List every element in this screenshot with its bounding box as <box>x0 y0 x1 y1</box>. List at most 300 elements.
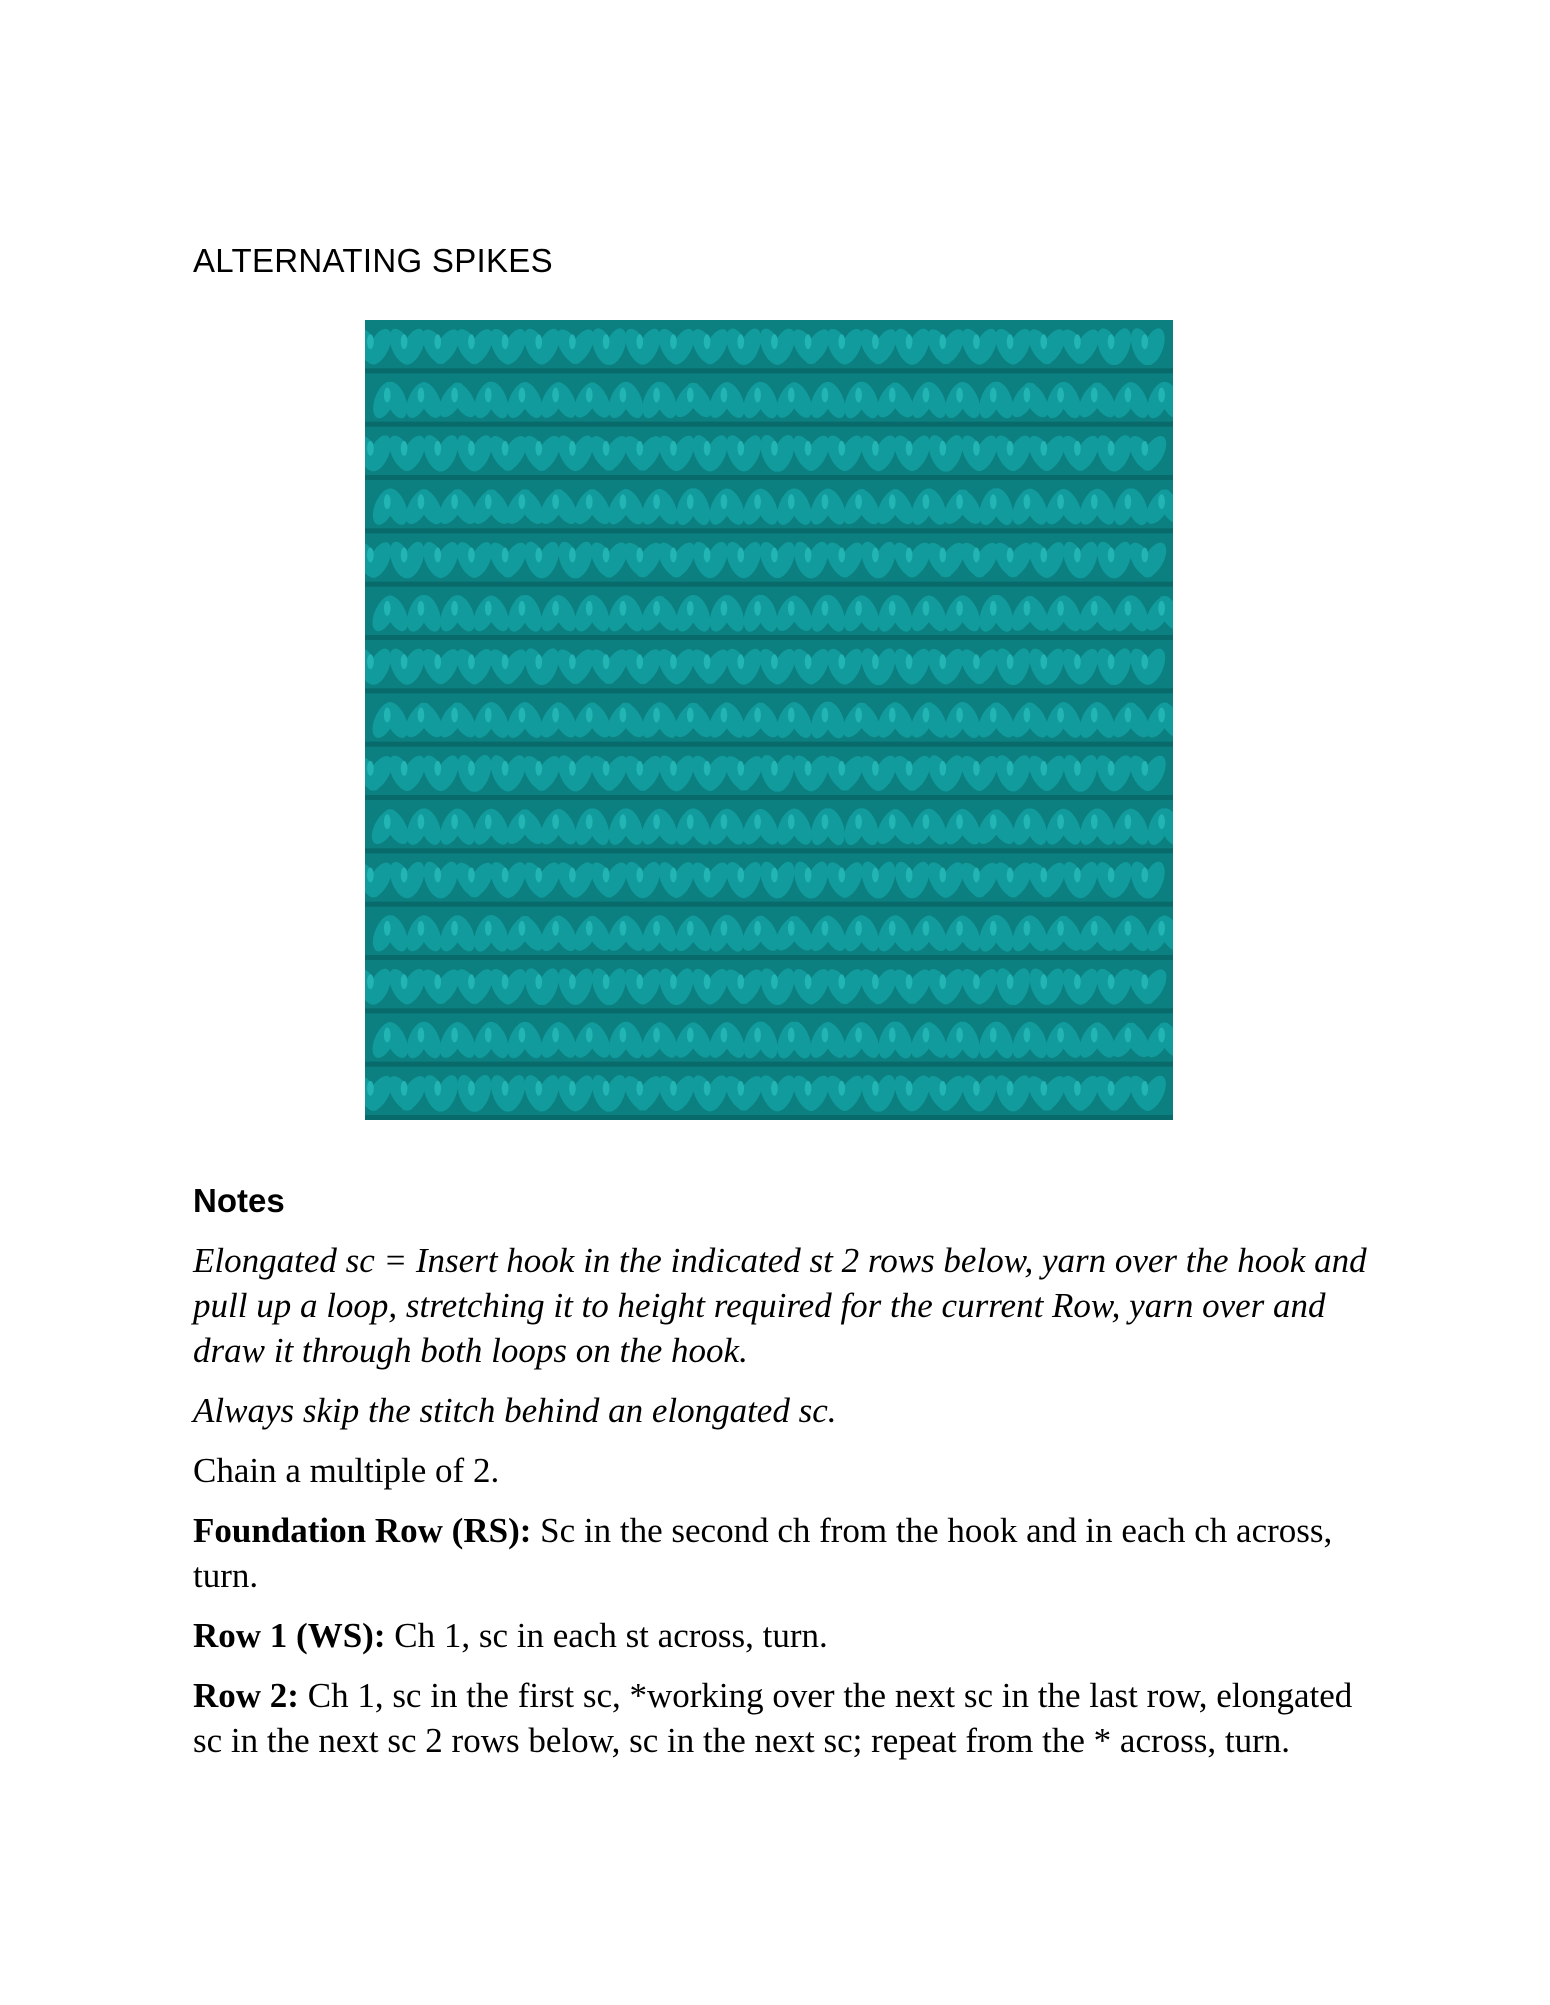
stitch-highlight <box>805 441 812 456</box>
stitch-highlight <box>1074 1081 1081 1096</box>
stitch-highlight <box>367 761 374 776</box>
stitch-highlight <box>771 974 778 989</box>
stitch-highlight <box>451 388 458 403</box>
stitch-highlight <box>704 654 711 669</box>
stitch-highlight <box>838 974 845 989</box>
stitch-highlight <box>990 601 997 616</box>
stitch-row-gap <box>365 1115 1173 1120</box>
stitch-highlight <box>721 921 728 936</box>
stitch-highlight <box>838 1081 845 1096</box>
stitch-highlight <box>737 654 744 669</box>
stitch-highlight <box>1024 494 1031 509</box>
stitch-highlight <box>552 708 559 723</box>
stitch-highlight <box>535 868 542 883</box>
stitch-highlight <box>973 868 980 883</box>
stitch-highlight <box>367 334 374 349</box>
stitch-highlight <box>687 814 694 829</box>
stitch-highlight <box>939 1081 946 1096</box>
pattern-text <box>193 1178 1373 1778</box>
stitch-highlight <box>1141 441 1148 456</box>
stitch-highlight <box>1125 601 1132 616</box>
stitch-highlight <box>401 654 408 669</box>
stitch-highlight <box>1007 974 1014 989</box>
stitch-highlight <box>653 921 660 936</box>
stitch-highlight <box>704 974 711 989</box>
stitch-highlight <box>805 548 812 563</box>
stitch-highlight <box>434 654 441 669</box>
elongated-sc-note: Elongated sc = Insert hook in the indicated st 2 rows below, yarn over the hook and pull up a loop, stretching it to height required for the current Row, yarn over and draw it through both loops on the hook. <box>193 1241 1367 1370</box>
stitch-highlight <box>939 654 946 669</box>
stitch-highlight <box>603 761 610 776</box>
stitch-highlight <box>1091 494 1098 509</box>
stitch-highlight <box>451 814 458 829</box>
skip-stitch-note: Always skip the stitch behind an elongated sc. <box>193 1391 837 1430</box>
row-text: Sc in the second ch from the hook and in each ch across, turn. <box>193 1511 1333 1595</box>
stitch-highlight <box>1057 601 1064 616</box>
stitch-highlight <box>687 601 694 616</box>
stitch-highlight <box>670 654 677 669</box>
stitch-highlight <box>384 494 391 509</box>
row-text: Ch 1, sc in the first sc, *working over the next sc in the last row, elongated sc in the next sc 2 rows below, sc in the next sc; repeat from the * across, turn. <box>193 1676 1353 1760</box>
stitch-highlight <box>468 761 475 776</box>
stitch-highlight <box>805 1081 812 1096</box>
stitch-highlight <box>805 868 812 883</box>
stitch-highlight <box>552 814 559 829</box>
row-2 <box>193 1673 1373 1763</box>
row-label: Row 2: <box>193 1676 299 1715</box>
stitch-highlight <box>519 601 526 616</box>
stitch-highlight <box>872 1081 879 1096</box>
stitch-row-gap <box>365 368 1173 373</box>
stitch-highlight <box>569 1081 576 1096</box>
stitch-highlight <box>1141 334 1148 349</box>
stitch-highlight <box>468 1081 475 1096</box>
stitch-highlight <box>603 654 610 669</box>
stitch-highlight <box>754 1028 761 1043</box>
stitch-highlight <box>451 1028 458 1043</box>
stitch-highlight <box>636 868 643 883</box>
stitch-highlight <box>434 974 441 989</box>
stitch-highlight <box>872 974 879 989</box>
stitch-highlight <box>1091 1028 1098 1043</box>
stitch-highlight <box>1040 548 1047 563</box>
stitch-highlight <box>1007 761 1014 776</box>
stitch-highlight <box>401 868 408 883</box>
stitch-highlight <box>485 601 492 616</box>
stitch-highlight <box>384 921 391 936</box>
stitch-highlight <box>468 548 475 563</box>
stitch-highlight <box>906 548 913 563</box>
stitch-highlight <box>990 708 997 723</box>
stitch-highlight <box>1091 814 1098 829</box>
notes-heading: Notes <box>193 1182 285 1219</box>
stitch-highlight <box>569 334 576 349</box>
stitch-highlight <box>552 494 559 509</box>
stitch-highlight <box>1007 868 1014 883</box>
stitch-highlight <box>939 441 946 456</box>
stitch-highlight <box>889 708 896 723</box>
stitch-highlight <box>754 708 761 723</box>
stitch-highlight <box>367 654 374 669</box>
stitch-highlight <box>569 441 576 456</box>
stitch-highlight <box>754 601 761 616</box>
stitch-highlight <box>434 761 441 776</box>
stitch-highlight <box>1007 654 1014 669</box>
stitch-highlight <box>906 868 913 883</box>
stitch-highlight <box>1074 761 1081 776</box>
stitch-highlight <box>636 548 643 563</box>
stitch-row-gap <box>365 1008 1173 1013</box>
stitch-highlight <box>1125 1028 1132 1043</box>
stitch-highlight <box>384 388 391 403</box>
stitch-highlight <box>485 708 492 723</box>
stitch-highlight <box>1007 441 1014 456</box>
stitch-highlight <box>855 388 862 403</box>
stitch-highlight <box>434 548 441 563</box>
pattern-title: ALTERNATING SPIKES <box>193 242 553 279</box>
stitch-highlight <box>855 921 862 936</box>
stitch-highlight <box>586 1028 593 1043</box>
stitch-row-gap <box>365 848 1173 853</box>
stitch-highlight <box>384 1028 391 1043</box>
stitch-highlight <box>1108 654 1115 669</box>
stitch-highlight <box>603 1081 610 1096</box>
stitch-highlight <box>586 601 593 616</box>
stitch-highlight <box>552 388 559 403</box>
stitch-highlight <box>1074 548 1081 563</box>
stitch-highlight <box>636 974 643 989</box>
stitch-highlight <box>586 814 593 829</box>
stitch-highlight <box>737 548 744 563</box>
stitch-highlight <box>535 761 542 776</box>
stitch-highlight <box>956 1028 963 1043</box>
stitch-highlight <box>788 708 795 723</box>
stitch-highlight <box>451 921 458 936</box>
stitch-highlight <box>535 441 542 456</box>
stitch-highlight <box>771 868 778 883</box>
stitch-highlight <box>956 708 963 723</box>
stitch-highlight <box>535 334 542 349</box>
stitch-highlight <box>1074 974 1081 989</box>
stitch-highlight <box>434 334 441 349</box>
stitch-highlight <box>990 1028 997 1043</box>
stitch-row-gap <box>365 902 1173 907</box>
stitch-highlight <box>670 441 677 456</box>
stitch-highlight <box>1125 388 1132 403</box>
stitch-highlight <box>822 601 829 616</box>
stitch-highlight <box>653 388 660 403</box>
stitch-highlight <box>721 388 728 403</box>
stitch-highlight <box>855 708 862 723</box>
stitch-highlight <box>737 1081 744 1096</box>
chain-instruction: Chain a multiple of 2. <box>193 1451 500 1490</box>
stitch-highlight <box>889 494 896 509</box>
stitch-highlight <box>1125 921 1132 936</box>
stitch-highlight <box>1040 1081 1047 1096</box>
stitch-highlight <box>1057 921 1064 936</box>
stitch-highlight <box>670 974 677 989</box>
stitch-highlight <box>552 601 559 616</box>
stitch-highlight <box>1024 1028 1031 1043</box>
stitch-highlight <box>1074 334 1081 349</box>
stitch-highlight <box>418 388 425 403</box>
stitch-highlight <box>1024 708 1031 723</box>
stitch-highlight <box>973 654 980 669</box>
stitch-highlight <box>1091 708 1098 723</box>
stitch-highlight <box>737 868 744 883</box>
stitch-highlight <box>451 494 458 509</box>
stitch-highlight <box>788 388 795 403</box>
stitch-highlight <box>822 921 829 936</box>
stitch-highlight <box>418 708 425 723</box>
stitch-highlight <box>620 388 627 403</box>
stitch-highlight <box>855 601 862 616</box>
stitch-highlight <box>1074 868 1081 883</box>
stitch-highlight <box>973 334 980 349</box>
stitch-highlight <box>485 388 492 403</box>
stitch-highlight <box>1108 868 1115 883</box>
stitch-highlight <box>1108 548 1115 563</box>
stitch-highlight <box>485 494 492 509</box>
stitch-highlight <box>855 1028 862 1043</box>
stitch-highlight <box>1141 548 1148 563</box>
stitch-highlight <box>872 334 879 349</box>
stitch-highlight <box>1074 441 1081 456</box>
stitch-highlight <box>939 334 946 349</box>
stitch-highlight <box>838 441 845 456</box>
stitch-highlight <box>889 388 896 403</box>
stitch-highlight <box>771 654 778 669</box>
stitch-highlight <box>434 1081 441 1096</box>
stitch-highlight <box>519 921 526 936</box>
stitch-highlight <box>889 921 896 936</box>
stitch-highlight <box>1108 761 1115 776</box>
stitch-highlight <box>788 494 795 509</box>
stitch-highlight <box>636 654 643 669</box>
stitch-highlight <box>906 1081 913 1096</box>
stitch-highlight <box>636 1081 643 1096</box>
stitch-row-gap <box>365 475 1173 480</box>
stitch-highlight <box>990 494 997 509</box>
stitch-highlight <box>468 868 475 883</box>
stitch-highlight <box>569 974 576 989</box>
stitch-highlight <box>939 761 946 776</box>
stitch-highlight <box>1074 654 1081 669</box>
stitch-highlight <box>384 601 391 616</box>
stitch-highlight <box>620 921 627 936</box>
stitch-highlight <box>754 921 761 936</box>
stitch-highlight <box>939 868 946 883</box>
stitch-highlight <box>670 1081 677 1096</box>
stitch-highlight <box>788 601 795 616</box>
stitch-highlight <box>1125 814 1132 829</box>
stitch-highlight <box>485 814 492 829</box>
stitch-highlight <box>620 1028 627 1043</box>
stitch-highlight <box>805 334 812 349</box>
stitch-highlight <box>1158 814 1165 829</box>
stitch-highlight <box>1024 921 1031 936</box>
stitch-highlight <box>771 1081 778 1096</box>
stitch-highlight <box>990 921 997 936</box>
stitch-highlight <box>670 868 677 883</box>
stitch-highlight <box>586 388 593 403</box>
stitch-highlight <box>737 974 744 989</box>
stitch-highlight <box>384 814 391 829</box>
stitch-row-gap <box>365 422 1173 427</box>
stitch-highlight <box>788 814 795 829</box>
stitch-highlight <box>1091 388 1098 403</box>
stitch-highlight <box>956 494 963 509</box>
stitch-highlight <box>502 548 509 563</box>
stitch-highlight <box>822 814 829 829</box>
stitch-highlight <box>754 388 761 403</box>
stitch-highlight <box>822 708 829 723</box>
stitch-highlight <box>519 708 526 723</box>
stitch-highlight <box>367 974 374 989</box>
stitch-highlight <box>603 868 610 883</box>
stitch-highlight <box>923 708 930 723</box>
stitch-highlight <box>636 761 643 776</box>
stitch-highlight <box>569 548 576 563</box>
stitch-highlight <box>1040 974 1047 989</box>
stitch-highlight <box>519 388 526 403</box>
stitch-highlight <box>822 494 829 509</box>
stitch-highlight <box>636 334 643 349</box>
stitch-row-gap <box>365 582 1173 587</box>
stitch-highlight <box>451 708 458 723</box>
stitch-highlight <box>569 654 576 669</box>
stitch-highlight <box>653 814 660 829</box>
stitch-highlight <box>704 868 711 883</box>
stitch-highlight <box>704 334 711 349</box>
stitch-highlight <box>636 441 643 456</box>
stitch-highlight <box>502 654 509 669</box>
stitch-highlight <box>771 334 778 349</box>
stitch-highlight <box>737 761 744 776</box>
stitch-highlight <box>653 1028 660 1043</box>
stitch-highlight <box>838 334 845 349</box>
stitch-highlight <box>838 868 845 883</box>
row-label: Foundation Row (RS): <box>193 1511 532 1550</box>
stitch-highlight <box>1057 1028 1064 1043</box>
stitch-highlight <box>889 601 896 616</box>
stitch-highlight <box>704 761 711 776</box>
stitch-highlight <box>670 761 677 776</box>
stitch-highlight <box>1108 334 1115 349</box>
stitch-highlight <box>1040 868 1047 883</box>
stitch-highlight <box>956 601 963 616</box>
stitch-highlight <box>401 548 408 563</box>
stitch-highlight <box>367 1081 374 1096</box>
row-label: Row 1 (WS): <box>193 1616 386 1655</box>
stitch-highlight <box>535 1081 542 1096</box>
stitch-highlight <box>1040 761 1047 776</box>
stitch-highlight <box>923 1028 930 1043</box>
stitch-highlight <box>1024 814 1031 829</box>
stitch-highlight <box>418 921 425 936</box>
stitch-highlight <box>805 654 812 669</box>
stitch-highlight <box>418 1028 425 1043</box>
stitch-highlight <box>1141 868 1148 883</box>
stitch-highlight <box>687 708 694 723</box>
stitch-highlight <box>805 974 812 989</box>
stitch-highlight <box>973 974 980 989</box>
stitch-highlight <box>535 548 542 563</box>
stitch-highlight <box>367 548 374 563</box>
stitch-highlight <box>855 494 862 509</box>
stitch-highlight <box>855 814 862 829</box>
stitch-highlight <box>788 921 795 936</box>
stitch-highlight <box>586 708 593 723</box>
stitch-highlight <box>822 388 829 403</box>
stitch-row-gap <box>365 688 1173 693</box>
stitch-highlight <box>367 868 374 883</box>
stitch-highlight <box>502 974 509 989</box>
stitch-highlight <box>838 761 845 776</box>
stitch-highlight <box>1024 601 1031 616</box>
stitch-highlight <box>502 441 509 456</box>
stitch-highlight <box>401 334 408 349</box>
stitch-highlight <box>434 441 441 456</box>
stitch-highlight <box>418 601 425 616</box>
stitch-highlight <box>721 814 728 829</box>
stitch-highlight <box>620 601 627 616</box>
stitch-highlight <box>1057 814 1064 829</box>
stitch-highlight <box>973 441 980 456</box>
stitch-highlight <box>603 548 610 563</box>
stitch-highlight <box>653 708 660 723</box>
stitch-highlight <box>771 761 778 776</box>
stitch-highlight <box>939 974 946 989</box>
stitch-row-gap <box>365 955 1173 960</box>
stitch-highlight <box>401 1081 408 1096</box>
stitch-highlight <box>872 441 879 456</box>
stitch-highlight <box>1024 388 1031 403</box>
stitch-highlight <box>502 868 509 883</box>
stitch-highlight <box>502 334 509 349</box>
stitch-highlight <box>872 548 879 563</box>
stitch-highlight <box>872 868 879 883</box>
stitch-highlight <box>451 601 458 616</box>
stitch-highlight <box>552 921 559 936</box>
stitch-highlight <box>721 601 728 616</box>
stitch-row-gap <box>365 635 1173 640</box>
stitch-highlight <box>771 441 778 456</box>
stitch-highlight <box>805 761 812 776</box>
row-text: Ch 1, sc in each st across, turn. <box>385 1616 828 1655</box>
stitch-highlight <box>906 441 913 456</box>
stitch-highlight <box>687 388 694 403</box>
stitch-highlight <box>434 868 441 883</box>
stitch-highlight <box>653 601 660 616</box>
stitch-highlight <box>1040 441 1047 456</box>
stitch-highlight <box>401 974 408 989</box>
stitch-highlight <box>670 334 677 349</box>
stitch-highlight <box>872 761 879 776</box>
stitch-highlight <box>889 1028 896 1043</box>
stitch-highlight <box>704 1081 711 1096</box>
row-foundation <box>193 1508 1373 1598</box>
stitch-highlight <box>1158 494 1165 509</box>
stitch-highlight <box>603 441 610 456</box>
stitch-highlight <box>1007 334 1014 349</box>
stitch-highlight <box>906 654 913 669</box>
stitch-highlight <box>973 1081 980 1096</box>
stitch-highlight <box>838 654 845 669</box>
stitch-row-gap <box>365 795 1173 800</box>
stitch-highlight <box>1057 494 1064 509</box>
stitch-highlight <box>1057 708 1064 723</box>
